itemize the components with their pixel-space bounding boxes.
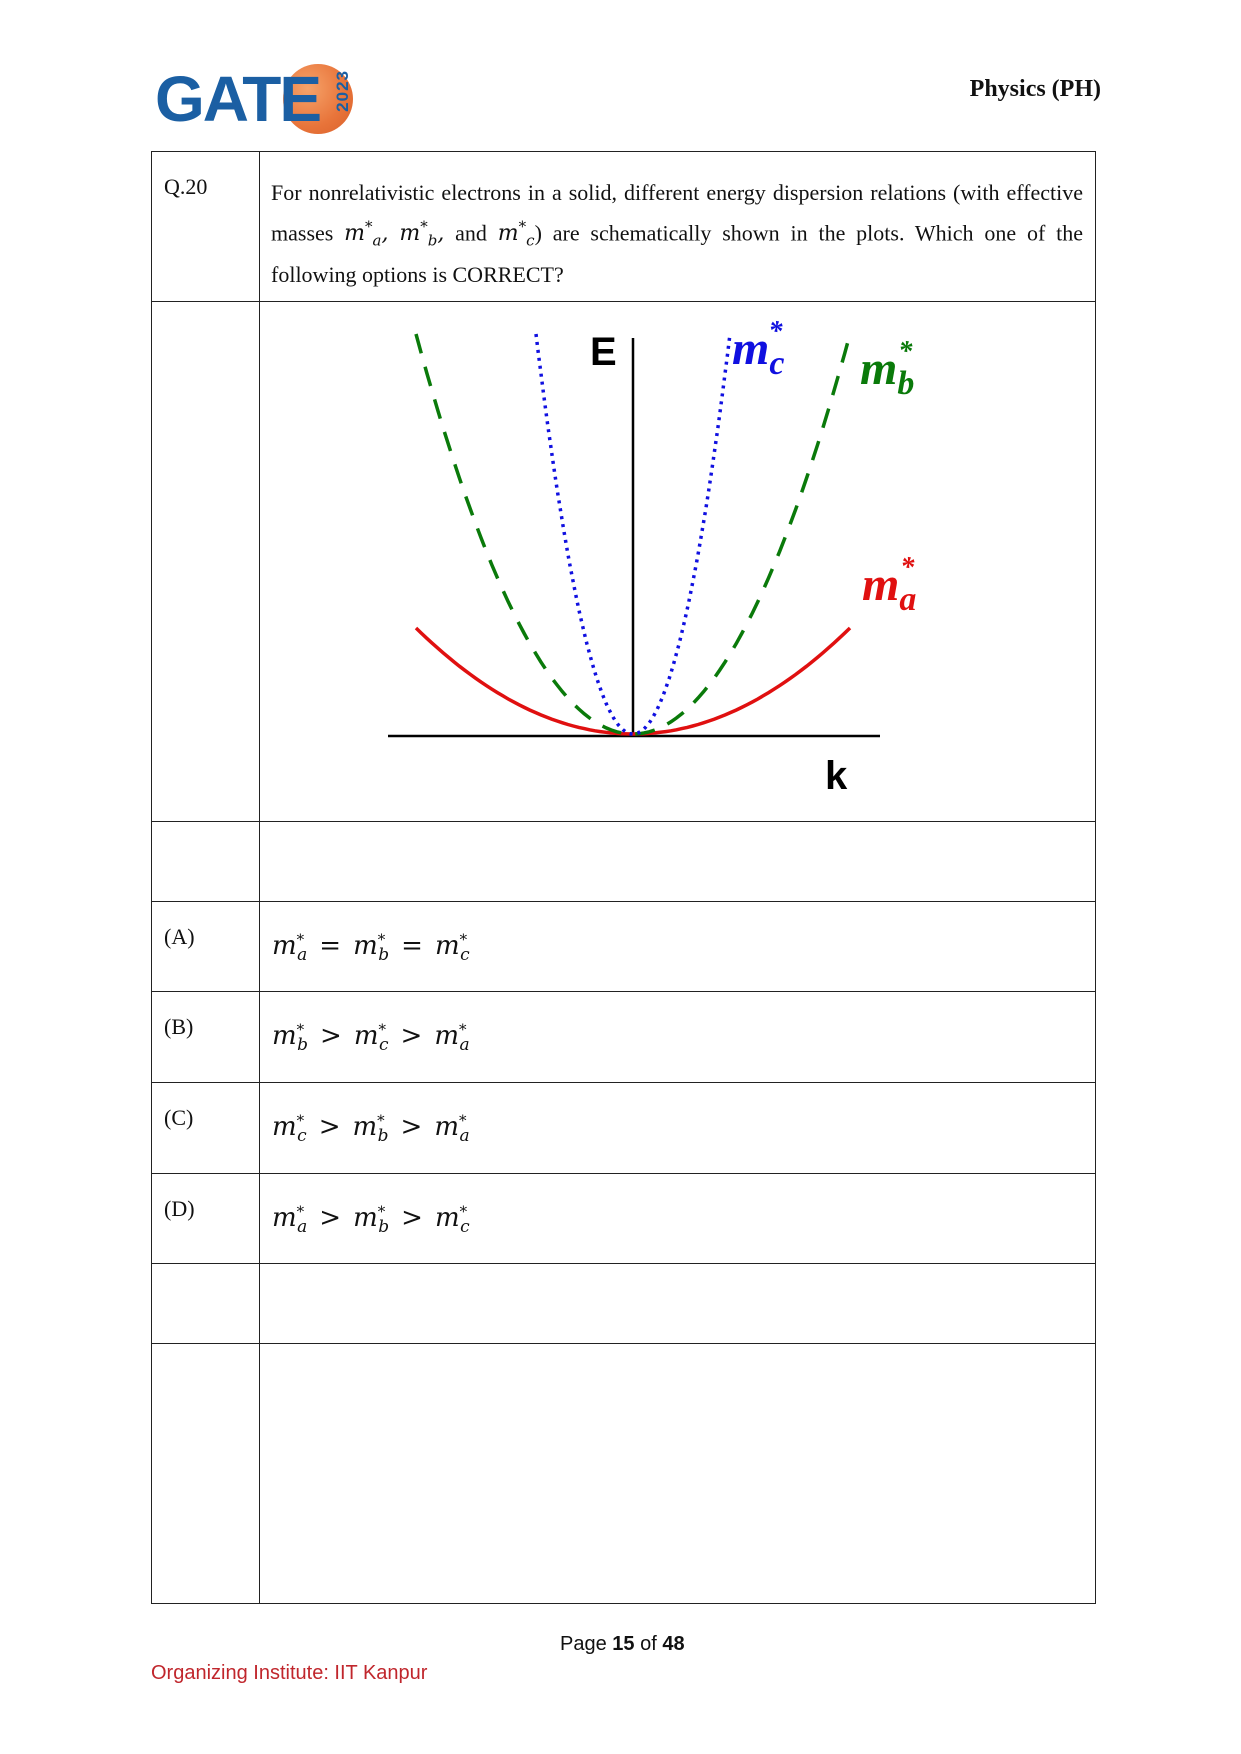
- mass-term: $m^*_c$: [434, 930, 470, 965]
- blank-cell: [152, 822, 260, 902]
- gate-logo: [155, 62, 365, 137]
- relation-symbol: =: [401, 930, 423, 961]
- option-b-expression: [260, 992, 1096, 1083]
- subject-title: Physics (PH): [969, 76, 1101, 102]
- mass-term: $m^*_b$: [352, 1111, 389, 1146]
- mass-a-inline: $m^*_a$,: [344, 218, 389, 250]
- mass-term: $m^*_b$: [272, 1020, 309, 1055]
- and-word: and: [455, 220, 487, 246]
- organizer-text: Organizing Institute: IIT Kanpur: [151, 1662, 428, 1684]
- question-text: For nonrelativistic electrons in a solid, different energy dispersion relations (with effective masses $m^*_a$, $m^*_b$, and $m^*_c$) are schematically shown in the plots. Which one of the following options is CORRECT?: [260, 152, 1096, 302]
- mass-term: $m^*_a$: [434, 1111, 470, 1146]
- relation-symbol: >: [319, 1202, 342, 1233]
- mass-term: $m^*_a$: [434, 1020, 470, 1055]
- label-m-c: $m_c*$: [732, 316, 785, 382]
- page-indicator: Page 15 of 48: [560, 1633, 685, 1655]
- blank-cell: [152, 1264, 260, 1344]
- option-label: (A): [152, 902, 260, 992]
- figure-number-cell: [152, 302, 260, 822]
- option-row: [152, 902, 1096, 992]
- blank-cell: [260, 1264, 1096, 1344]
- axis-label-k: k: [825, 754, 848, 798]
- axis-label-e: E: [590, 330, 617, 374]
- mass-term: $m^*_c$: [434, 1202, 470, 1237]
- question-text-part2: are schematically shown in the plots. Which one of the following options is CORRECT?: [271, 220, 1084, 287]
- mass-b-inline: $m^*_b$,: [399, 218, 445, 250]
- blank-cell: [260, 822, 1096, 902]
- option-label: (B): [152, 992, 260, 1083]
- mass-term: $m^*_c$: [272, 1111, 307, 1146]
- option-row: [152, 1083, 1096, 1174]
- label-m-a: $m_a*$: [862, 552, 917, 618]
- relation-symbol: >: [401, 1202, 423, 1233]
- blank-cell: [260, 1344, 1096, 1604]
- figure-cell: [260, 302, 1096, 822]
- mass-c-inline: $m^*_c$: [497, 218, 535, 250]
- logo-text: GATE: [155, 63, 321, 135]
- logo-year: 2023: [333, 70, 352, 112]
- relation-symbol: >: [400, 1111, 423, 1142]
- option-a-expression: [260, 902, 1096, 992]
- option-label: (D): [152, 1174, 260, 1264]
- dispersion-plot: [260, 302, 1095, 818]
- label-m-b: $m_b*$: [860, 336, 915, 402]
- option-label: (C): [152, 1083, 260, 1174]
- option-row: [152, 992, 1096, 1083]
- mass-term: $m^*_a$: [272, 930, 308, 965]
- mass-term: $m^*_b$: [353, 930, 390, 965]
- relation-symbol: >: [400, 1020, 423, 1051]
- option-d-expression: [260, 1174, 1096, 1264]
- relation-symbol: >: [318, 1111, 341, 1142]
- option-c-expression: [260, 1083, 1096, 1174]
- question-text-part1: For nonrelativistic electrons in a solid, different energy dispersion relations (with effective masses: [271, 180, 1083, 246]
- option-row: [152, 1174, 1096, 1264]
- blank-cell: [152, 1344, 260, 1604]
- mass-term: $m^*_a$: [272, 1202, 308, 1237]
- question-table: [151, 151, 1096, 1604]
- relation-symbol: =: [319, 930, 342, 961]
- mass-term: $m^*_b$: [353, 1202, 390, 1237]
- mass-term: $m^*_c$: [353, 1020, 389, 1055]
- relation-symbol: >: [320, 1020, 342, 1051]
- question-number: Q.20: [152, 152, 260, 302]
